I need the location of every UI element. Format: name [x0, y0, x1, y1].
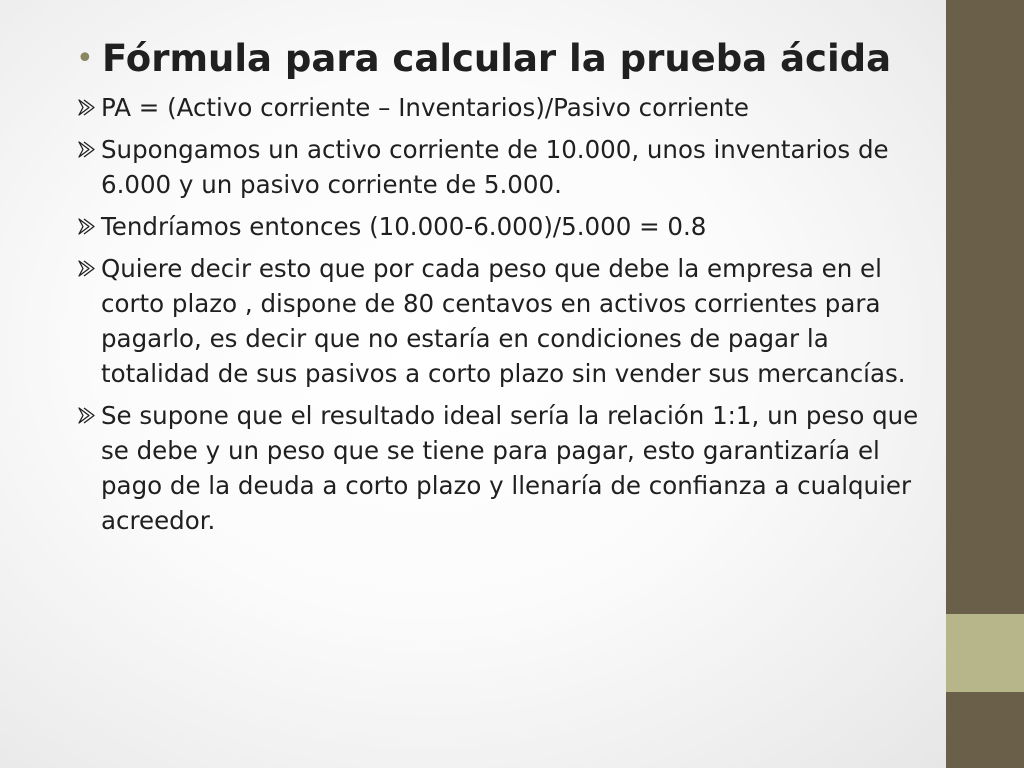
arrow-bullet-icon	[76, 90, 100, 125]
arrow-bullet-icon	[76, 398, 100, 433]
slide-content	[76, 36, 926, 545]
bullet-text: Supongamos un activo corriente de 10.000, unos inventarios de 6.000 y un pasivo corriente de 5.000.	[101, 135, 889, 199]
bullet-point-ideal-ratio	[76, 398, 926, 538]
bullet-text: PA = (Activo corriente – Inventarios)/Pasivo corriente	[101, 93, 749, 122]
slide-title-text: Fórmula para calcular la prueba ácida	[102, 37, 892, 80]
bullet-point-assumption	[76, 132, 926, 202]
side-band-light	[946, 614, 1024, 692]
bullet-point-calculation	[76, 209, 926, 244]
side-band-dark-bottom	[946, 692, 1024, 768]
bullet-point-interpretation	[76, 251, 926, 391]
slide-title	[76, 36, 926, 82]
bullet-point-formula	[76, 90, 926, 125]
bullet-dot-icon: •	[76, 41, 94, 76]
bullet-text: Quiere decir esto que por cada peso que debe la empresa en el corto plazo , dispone de 80 centavos en activos corrientes para pagarlo, es decir que no estaría en condiciones de pagar la totalidad de sus pasivos a corto plazo sin vender sus mercancías.	[101, 254, 906, 388]
bullet-text: Se supone que el resultado ideal sería la relación 1:1, un peso que se debe y un peso que se tiene para pagar, esto garantizaría el pago de la deuda a corto plazo y llenaría de confianza a cualquier acreedor.	[101, 401, 919, 535]
bullet-text: Tendríamos entonces (10.000-6.000)/5.000 = 0.8	[101, 212, 707, 241]
arrow-bullet-icon	[76, 132, 100, 167]
side-band-dark-top	[946, 0, 1024, 614]
arrow-bullet-icon	[76, 209, 100, 244]
arrow-bullet-icon	[76, 251, 100, 286]
